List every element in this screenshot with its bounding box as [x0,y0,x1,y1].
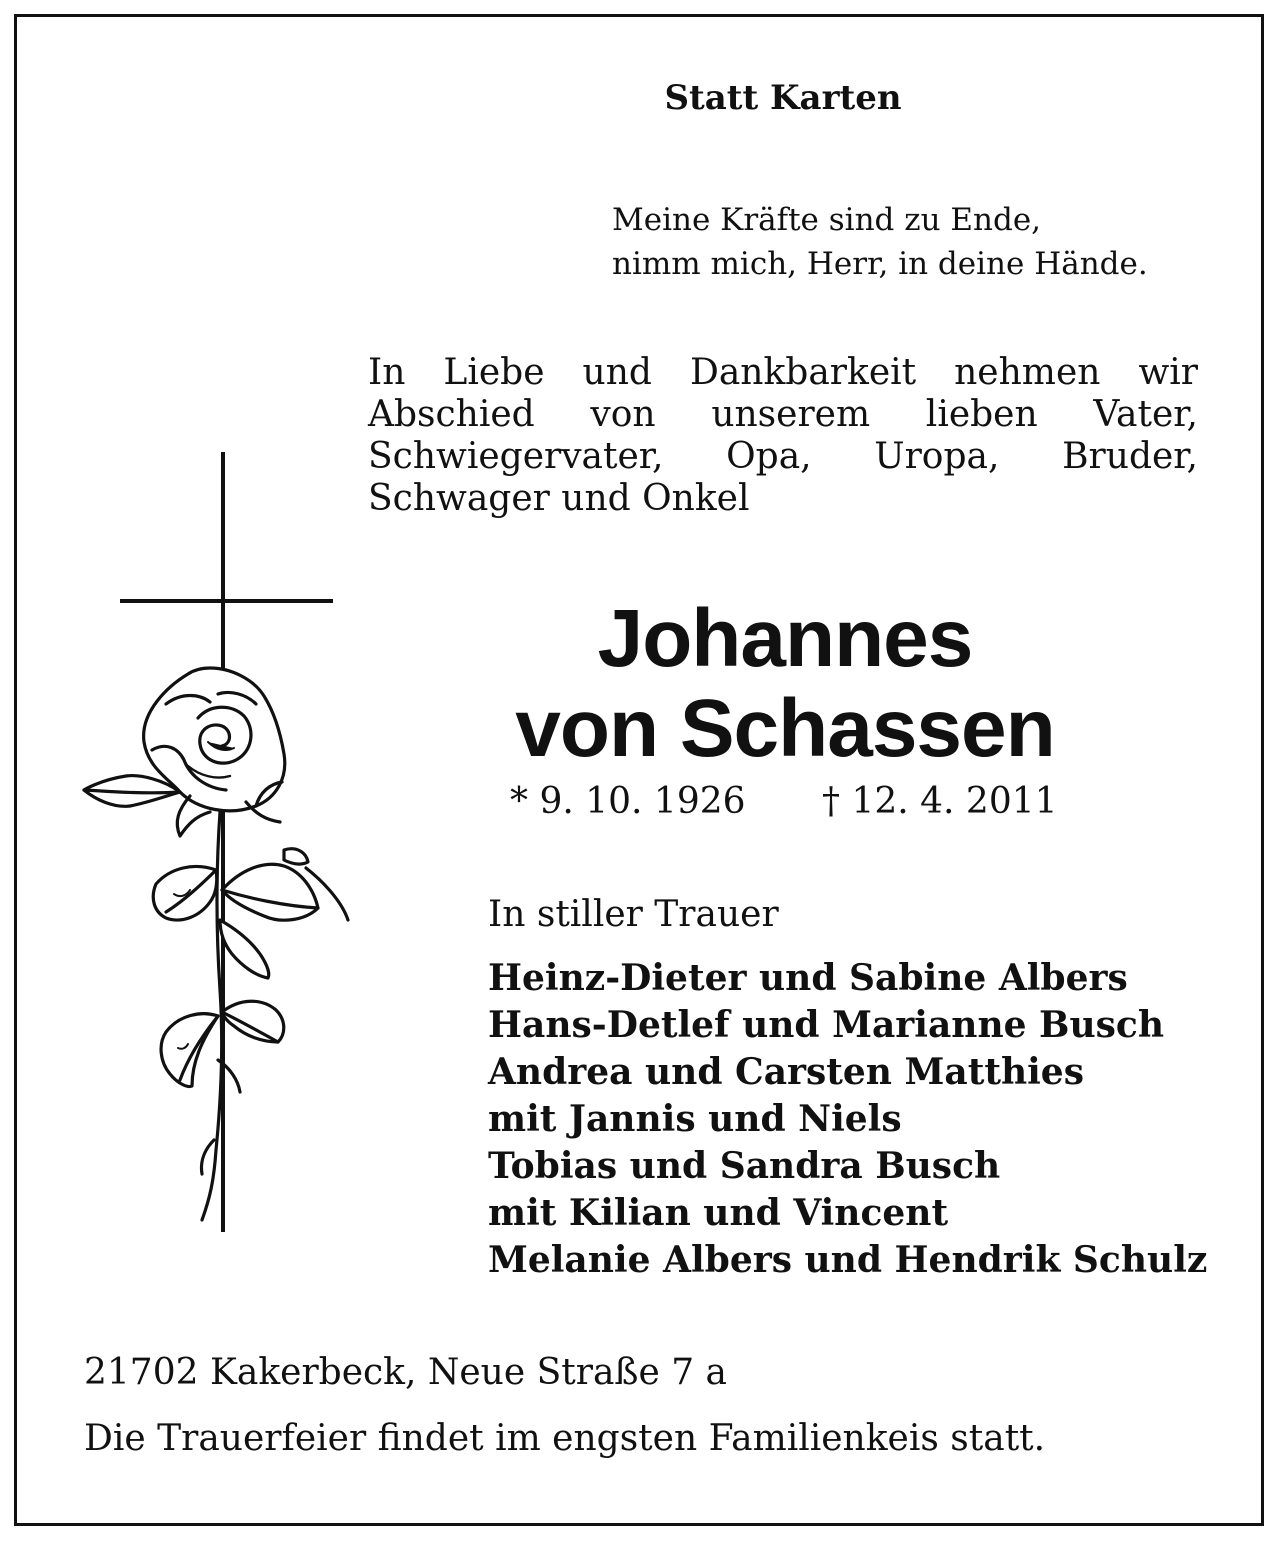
verse [612,198,1148,286]
address: 21702 Kakerbeck, Neue Straße 7 a [84,1352,728,1393]
deceased-first-name: Johannes [597,593,973,684]
verse-line-1: Meine Kräfte sind zu Ende, [612,202,1042,238]
family-member: mit Jannis und Niels [488,1098,902,1140]
family-member: mit Kilian und Vincent [488,1192,949,1234]
family-member: Hans-Detlef und Marianne Busch [488,1004,1165,1046]
family-member: Andrea und Carsten Matthies [488,1051,1084,1093]
family-member: Melanie Albers und Hendrik Schulz [488,1239,1208,1281]
family-member: Heinz-Dieter und Sabine Albers [488,957,1128,999]
death-date: † 12. 4. 2011 [822,781,1058,822]
verse-line-2: nimm mich, Herr, in deine Hände. [612,246,1148,282]
funeral-notice: Die Trauerfeier findet im engsten Familienkeis statt. [84,1418,1046,1459]
cross-icon [120,452,333,1232]
family-list [488,955,1207,1284]
cross-and-rose-emblem [70,450,370,1240]
intro-paragraph: In Liebe und Dankbarkeit nehmen wir Abschied von unserem lieben Vater, Schwiegervater, Opa, Uropa, Bruder, Schwager und Onkel [368,352,1198,519]
mourning-label: In stiller Trauer [488,894,779,935]
deceased-last-name: von Schassen [515,683,1055,774]
heading-statt-karten: Statt Karten [664,78,902,118]
rose-icon [84,668,348,1220]
birth-date: * 9. 10. 1926 [510,781,746,822]
family-member: Tobias und Sandra Busch [488,1145,1001,1187]
